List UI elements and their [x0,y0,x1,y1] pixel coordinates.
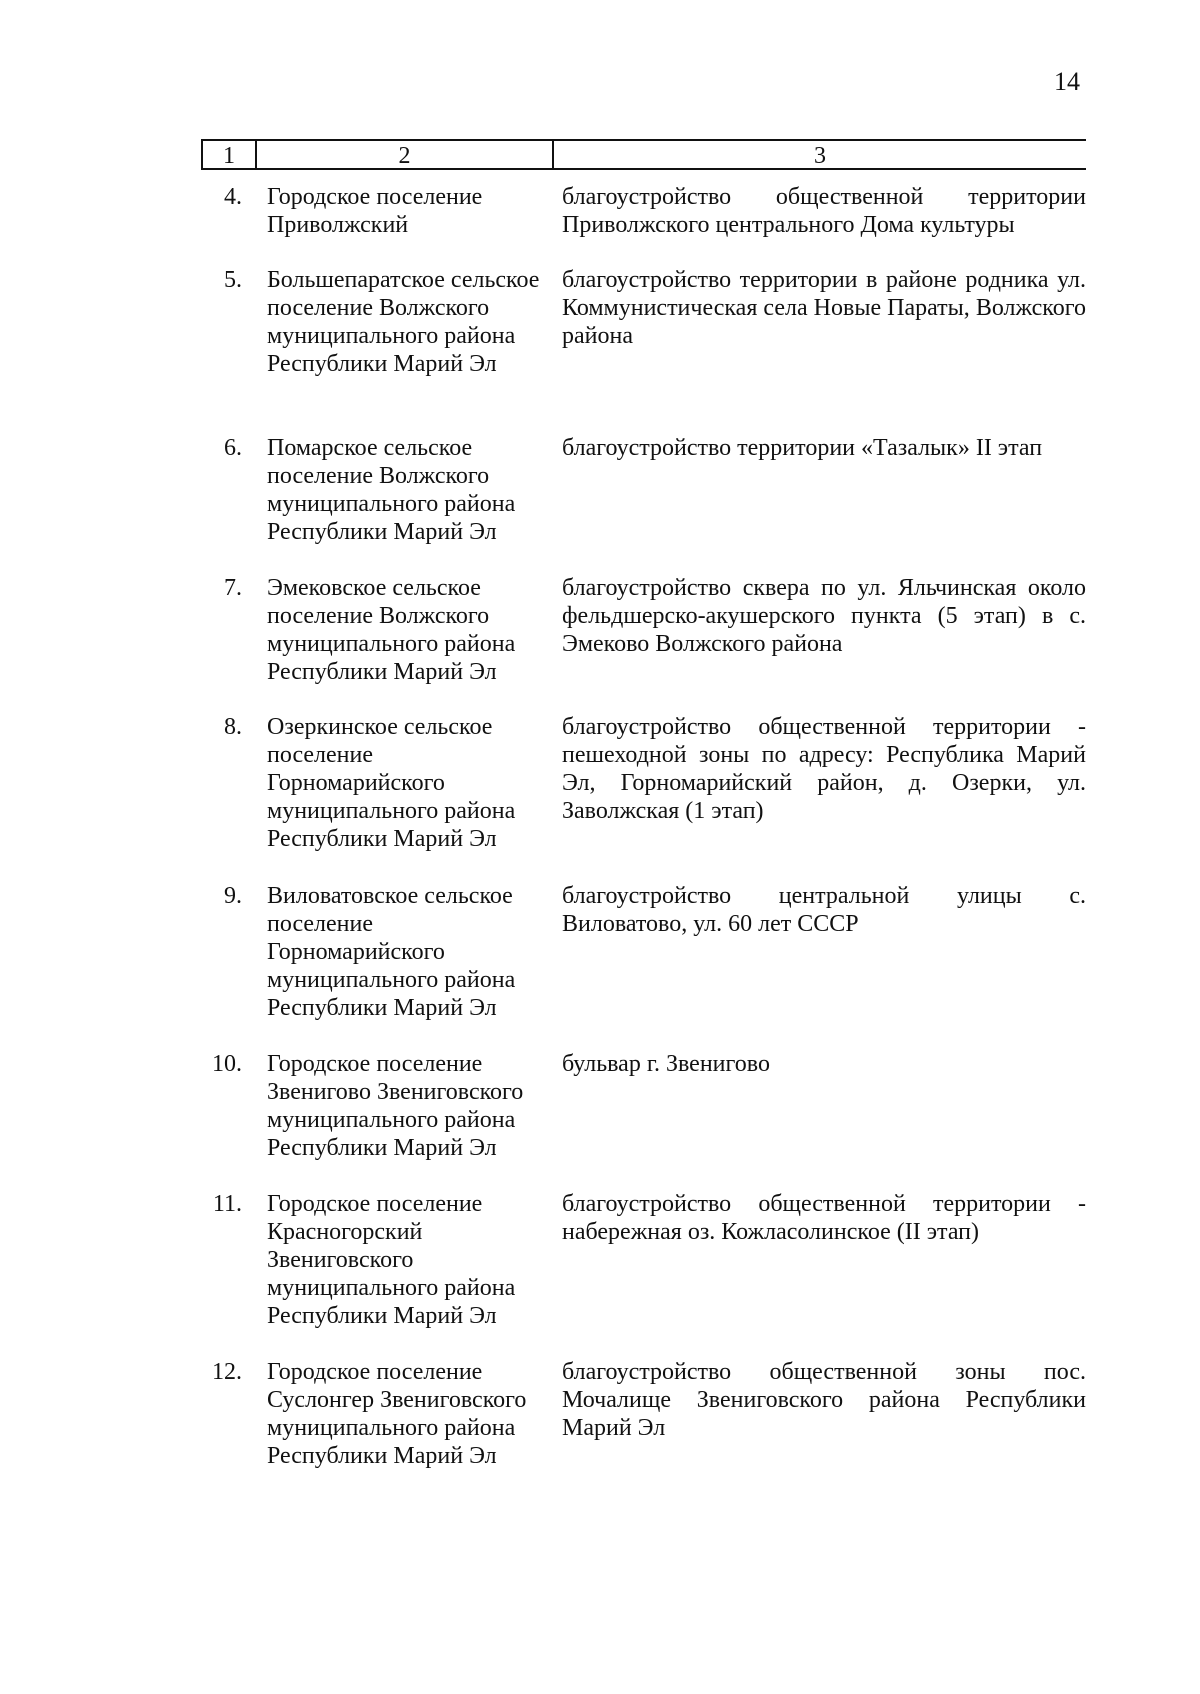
header-cell-col3: 3 [814,143,826,169]
project-description: благоустройство территории в районе родника ул. Коммунистическая села Новые Параты, Волжского района [562,267,1086,349]
header-top-rule [201,139,1086,141]
row-number: 9. [224,883,242,909]
municipality-name: Помарское сельское поселение Волжского муниципального района Республики Марий Эл [267,435,516,545]
municipality-name: Озеркинское сельское поселение Горномарийского муниципального района Республики Марий Эл [267,714,516,852]
project-description: бульвар г. Звенигово [562,1051,770,1077]
row-number: 6. [224,435,242,461]
header-cell-col1: 1 [223,143,235,169]
municipality-name: Эмековское сельское поселение Волжского муниципального района Республики Марий Эл [267,575,516,685]
project-description: благоустройство территории «Тазалык» II этап [562,435,1043,461]
project-description: благоустройство общественной зоны пос. Мочалище Звениговского района Республики Марий Эл [562,1359,1086,1441]
municipality-name: Городское поселение Звенигово Звениговского муниципального района Республики Марий Эл [267,1051,524,1161]
municipality-name: Большепаратское сельское поселение Волжского муниципального района Республики Марий Эл [267,267,540,377]
municipality-name: Городское поселение Суслонгер Звениговского муниципального района Республики Марий Эл [267,1359,527,1469]
row-number: 4. [224,184,242,210]
municipality-name: Виловатовское сельское поселение Горномарийского муниципального района Республики Марий Эл [267,883,516,1021]
row-number: 5. [224,267,242,293]
project-description: благоустройство сквера по ул. Яльчинская около фельдшерско-акушерского пункта (5 этап) в с. Эмеково Волжского района [562,575,1086,657]
municipality-name: Городское поселение Приволжский [267,184,483,238]
project-description: благоустройство общественной территории - набережная оз. Кожласолинское (II этап) [562,1191,1086,1245]
project-description: благоустройство общественной территории - пешеходной зоны по адресу: Республика Марий Эл, Горномарийский район, д. Озерки, ул. Заволжская (1 этап) [562,714,1086,824]
row-number: 12. [212,1359,242,1385]
header-cell-col2: 2 [398,143,411,169]
row-number: 7. [224,575,242,601]
page-number: 14 [1054,67,1080,96]
municipality-name: Городское поселение Красногорский Звениговского муниципального района Республики Марий Эл [267,1191,516,1329]
row-number: 10. [212,1051,242,1077]
project-description: благоустройство общественной территории Приволжского центрального Дома культуры [562,184,1086,238]
project-description: благоустройство центральной улицы с. Виловатово, ул. 60 лет СССР [562,883,1086,937]
row-number: 11. [212,1191,242,1217]
row-number: 8. [224,714,242,740]
